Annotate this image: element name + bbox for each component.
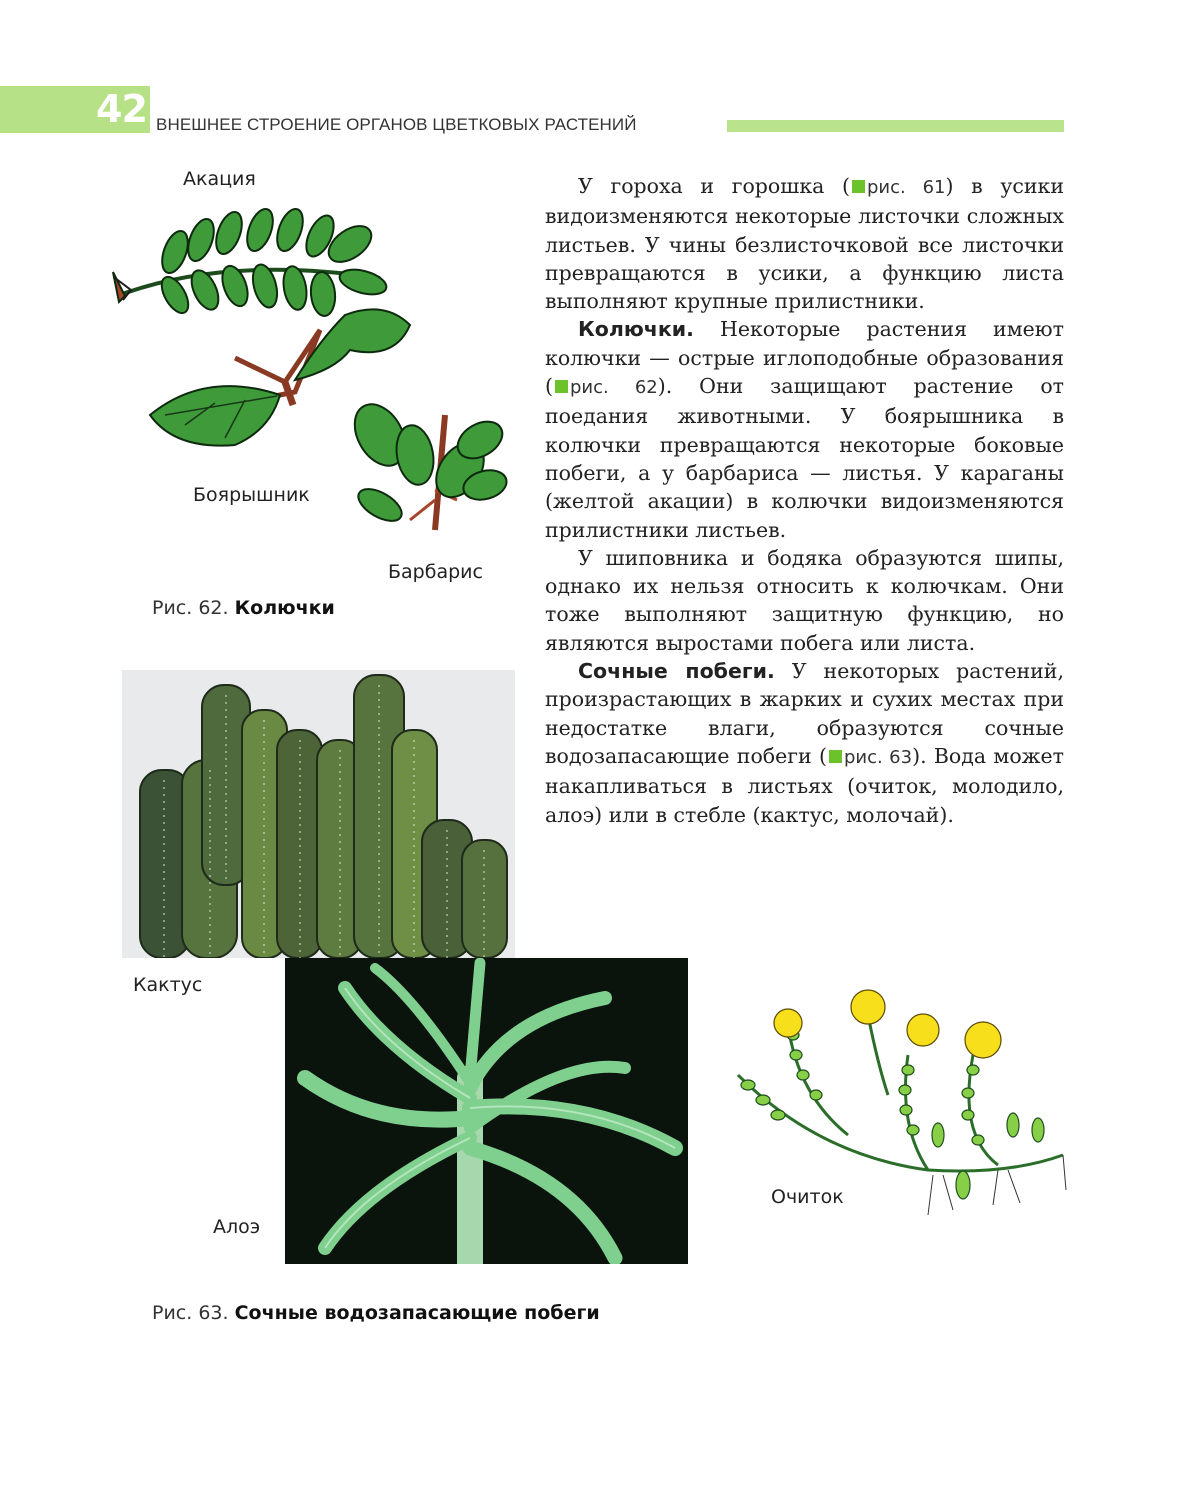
aloe-photo: [285, 958, 688, 1264]
paragraph-4: Сочные побеги. У некоторых растений, произрастающих в жарких и сухих местах при недостатке влаги, образуются сочные водозапасающие побеги ( рис. 63). Вода может накапливаться в листьях (очиток, молодило, алоэ) или в стебле (кактус, молочай).: [545, 659, 1064, 827]
figure-ref-63[interactable]: рис. 63: [843, 746, 913, 768]
figure62-caption-title: Колючки: [234, 597, 335, 619]
header-accent-bar: [727, 120, 1064, 132]
body-text: [545, 172, 1064, 829]
term-succulent-shoots: Сочные побеги.: [578, 659, 775, 684]
figure62-caption: Рис. 62. Колючки: [152, 597, 335, 619]
label-acacia: Акация: [183, 168, 256, 190]
label-sedum: Очиток: [771, 1186, 844, 1208]
paragraph-1: У гороха и горошка ( рис. 61) в усики видоизменяются некоторые листочки сложных листьев. У чины безлисточковой все листочки превращаются в усики, а функцию листа выполняют крупные прилистники.: [545, 174, 1064, 314]
label-barberry: Барбарис: [388, 561, 483, 583]
paragraph-3: У шиповника и бодяка образуются шипы, однако их нельзя относить к колючкам. Они тоже выполняют защитную функцию, но являются выростами побега или листа.: [545, 545, 1064, 655]
figure63-caption-title: Сочные водозапасающие побеги: [234, 1302, 600, 1324]
figure-ref-62[interactable]: рис. 62: [570, 377, 658, 399]
term-thorns: Колючки.: [578, 317, 694, 342]
label-hawthorn: Боярышник: [193, 484, 310, 506]
figure63-caption: Рис. 63. Сочные водозапасающие побеги: [152, 1302, 600, 1324]
thorns-illustration: [105, 200, 515, 540]
page-number: 42: [96, 87, 147, 131]
cactus-photo: [122, 670, 515, 958]
running-title: ВНЕШНЕЕ СТРОЕНИЕ ОРГАНОВ ЦВЕТКОВЫХ РАСТЕНИЙ: [156, 115, 637, 134]
paragraph-2: Колючки. Некоторые растения имеют колючки — острые иглоподобные образования ( рис. 62). Они защищают растение от поедания животными. У боярышника в колючки превращаются некоторые боковые побеги, а у барбариса — листья. У караганы (желтой акации) в колючки видоизменяются прилистники листьев.: [545, 317, 1064, 542]
label-aloe: Алоэ: [213, 1216, 261, 1238]
figure-ref-61[interactable]: рис. 61: [867, 177, 946, 198]
label-cactus: Кактус: [133, 974, 203, 996]
